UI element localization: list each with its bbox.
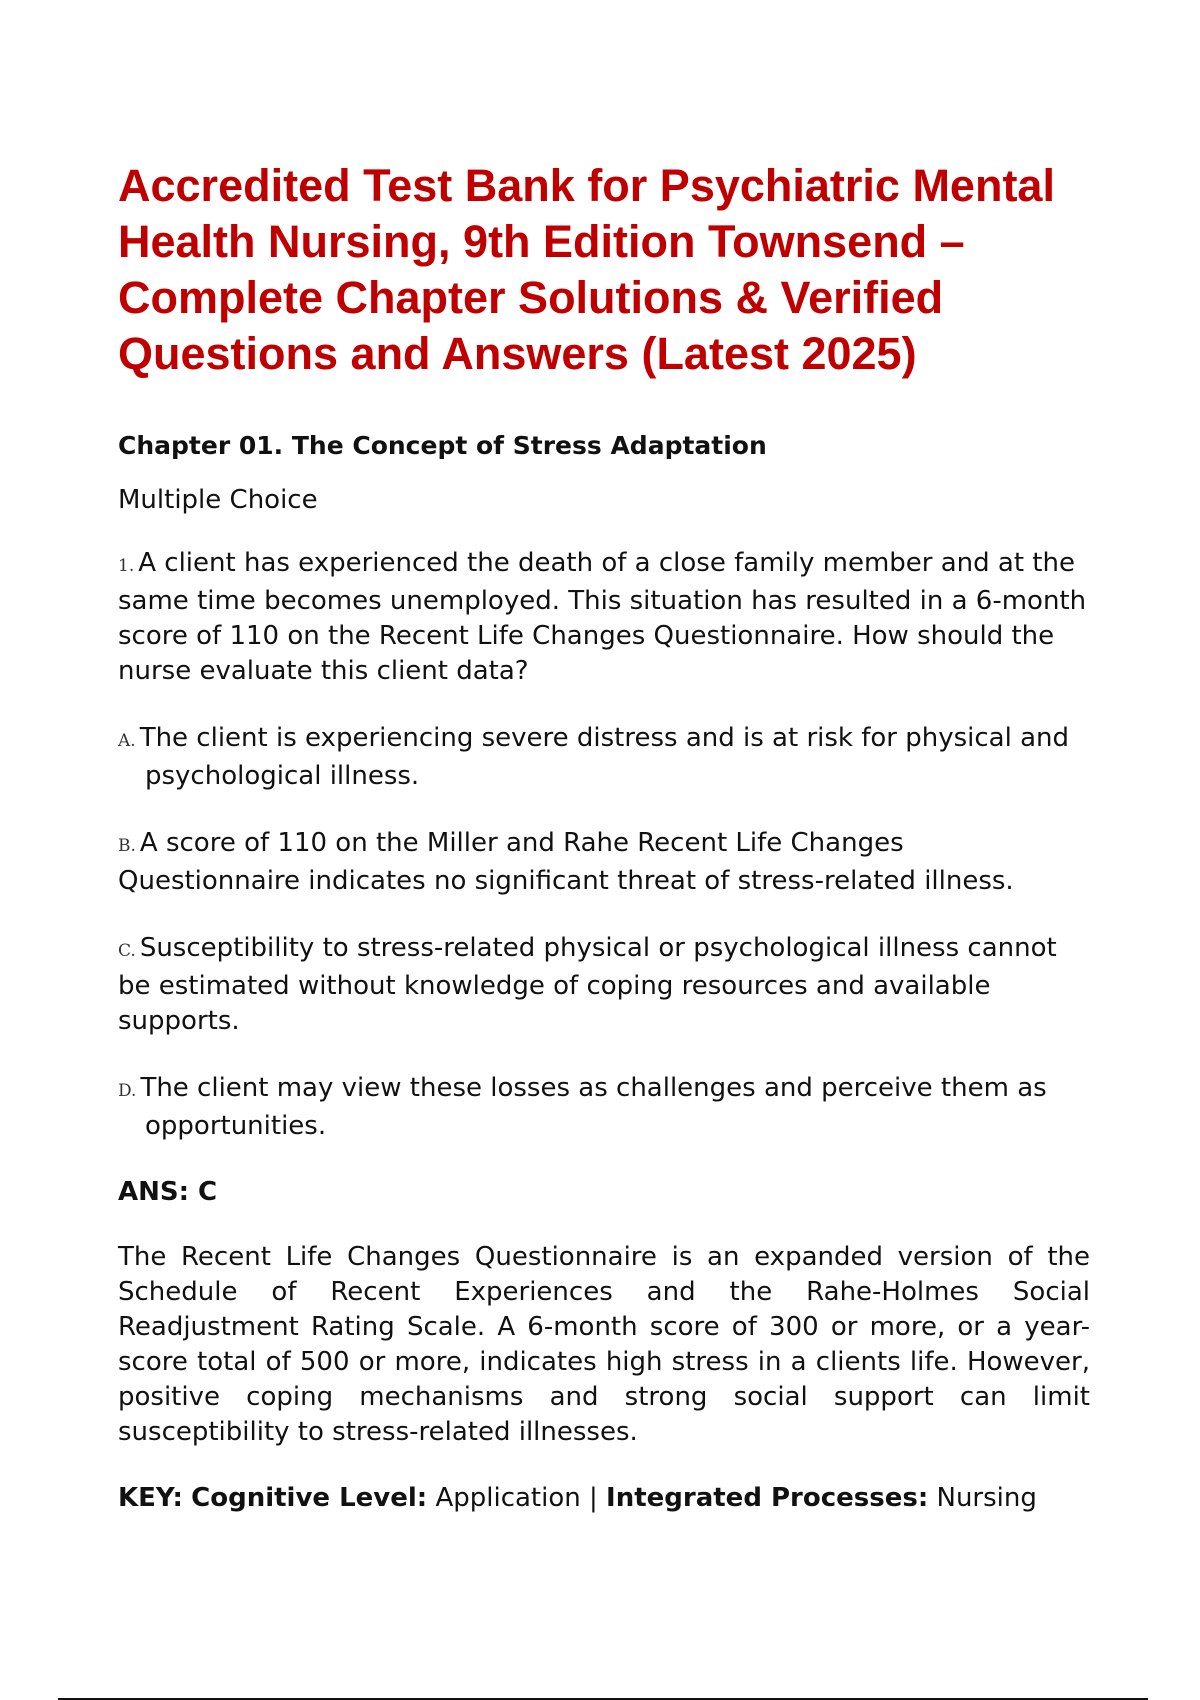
document-page [118,158,1090,1514]
document-title: Accredited Test Bank for Psychiatric Mental Health Nursing, 9th Edition Townsend – Complete Chapter Solutions & Verified Questions and Answers (Latest 2025) [118,160,1055,379]
key-line [118,1482,1090,1514]
option-a [118,721,1090,794]
option-letter: D. [118,1081,137,1101]
cognitive-level-label: Cognitive Level: [191,1483,428,1513]
chapter-heading: Chapter 01. The Concept of Stress Adaptation [118,431,767,460]
key-separator: | [589,1483,598,1513]
cognitive-level-value: Application [435,1483,581,1513]
option-c [118,931,1090,1039]
key-label: KEY: [118,1483,183,1513]
option-letter: A. [118,731,136,751]
question-number: 1. [118,556,135,576]
option-b [118,826,1090,899]
option-text: The client may view these losses as challenges and perceive them as opportunities. [140,1073,1047,1141]
answer-line: ANS: C [118,1177,218,1207]
rationale-paragraph: The Recent Life Changes Questionnaire is an expanded version of the Schedule of Recent Experiences and the Rahe-Holmes Social Readjustment Rating Scale. A 6-month score of 300 or more, or a year-score total of 500 or more, indicates high stress in a clients life. However, positive coping mechanisms and strong social support can limit susceptibility to stress-related illnesses. [118,1242,1090,1447]
question-1 [118,546,1090,689]
option-d [118,1071,1090,1144]
question-text: A client has experienced the death of a close family member and at the same time becomes unemployed. This situation has resulted in a 6-month score of 110 on the Recent Life Changes Questionnaire. How should the nurse evaluate this client data? [118,548,1087,686]
option-text: Susceptibility to stress-related physical or psychological illness cannot be estimated without knowledge of coping resources and available supports. [118,933,1057,1036]
section-label: Multiple Choice [118,485,318,515]
option-letter: C. [118,941,136,961]
integrated-processes-value: Nursing [936,1483,1037,1513]
option-letter: B. [118,836,136,856]
option-text: The client is experiencing severe distress and is at risk for physical and psychological illness. [139,723,1070,791]
option-text: A score of 110 on the Miller and Rahe Recent Life Changes Questionnaire indicates no significant threat of stress-related illness. [118,828,1014,896]
integrated-processes-label: Integrated Processes: [606,1483,929,1513]
